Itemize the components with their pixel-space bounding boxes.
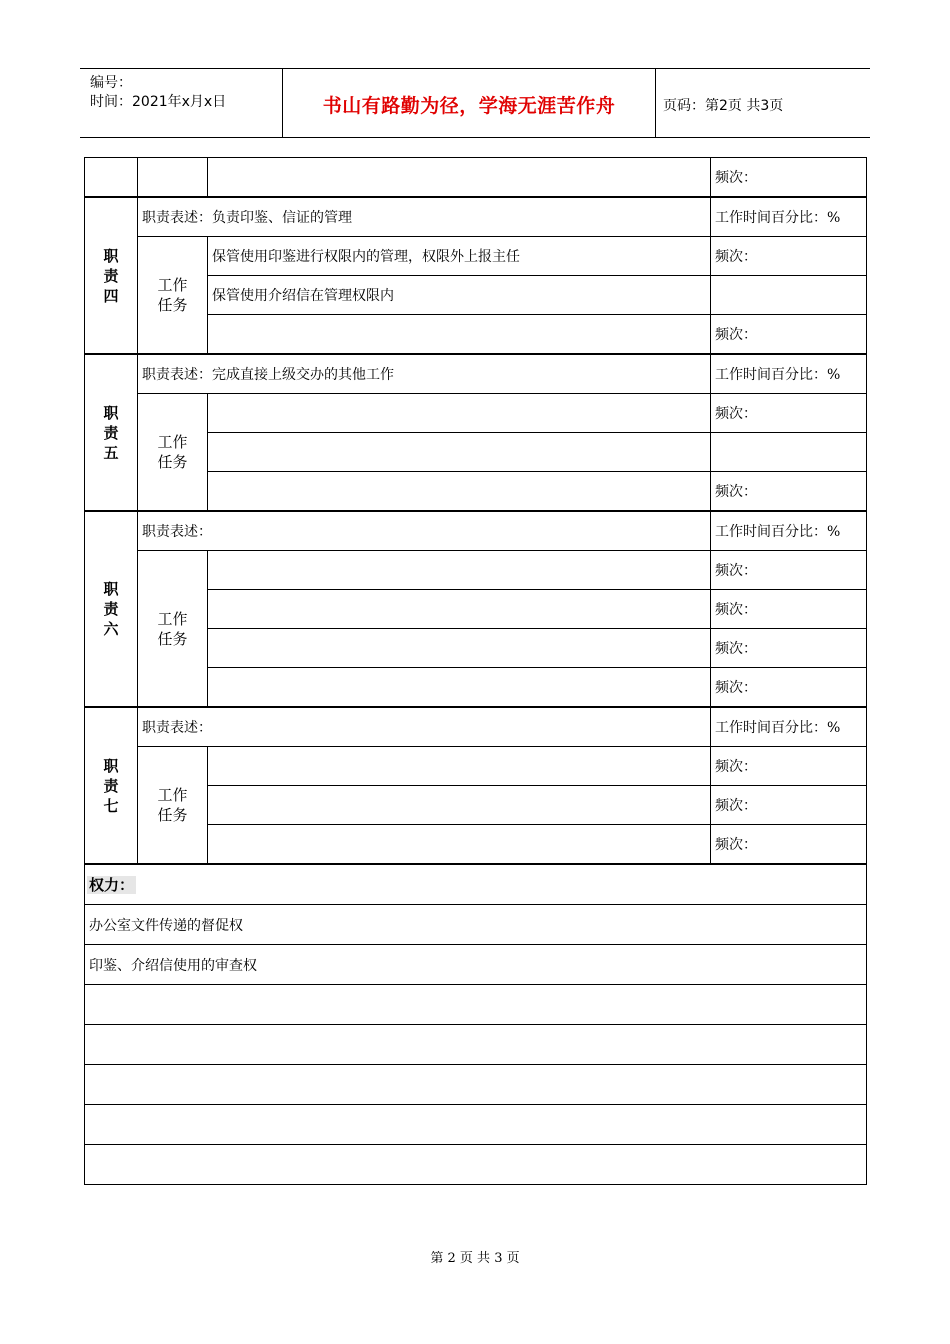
table-row bbox=[85, 985, 867, 1025]
freq-cell: 频次： bbox=[711, 668, 867, 708]
page-header bbox=[80, 68, 870, 138]
table-row bbox=[85, 1025, 867, 1065]
table-row bbox=[85, 945, 867, 985]
authority-item bbox=[85, 985, 867, 1025]
task-cell bbox=[208, 472, 711, 512]
authority-item bbox=[85, 1105, 867, 1145]
task-cell bbox=[208, 394, 711, 433]
time-percent-cell: 工作时间百分比：% bbox=[711, 197, 867, 237]
authority-item: 印鉴、介绍信使用的审查权 bbox=[85, 945, 867, 985]
authority-item bbox=[85, 1145, 867, 1185]
task-cell: 保管使用印鉴进行权限内的管理，权限外上报主任 bbox=[208, 237, 711, 276]
table-row bbox=[85, 1065, 867, 1105]
task-cell bbox=[208, 315, 711, 355]
time-percent-cell: 工作时间百分比：% bbox=[711, 354, 867, 394]
table-row bbox=[85, 1105, 867, 1145]
freq-cell: 频次： bbox=[711, 237, 867, 276]
table-row bbox=[85, 354, 867, 394]
authority-item: 办公室文件传递的督促权 bbox=[85, 905, 867, 945]
doc-number: 编号： bbox=[90, 75, 132, 91]
freq-cell: 频次： bbox=[711, 472, 867, 512]
task-cell bbox=[208, 668, 711, 708]
task-label: 工作任务 bbox=[138, 551, 208, 708]
task-cell bbox=[208, 433, 711, 472]
task-label: 工作任务 bbox=[138, 747, 208, 865]
header-page-cell bbox=[655, 69, 870, 137]
table-row bbox=[85, 747, 867, 786]
table-row bbox=[85, 237, 867, 276]
table-row bbox=[85, 707, 867, 747]
motto: 书山有路勤为径，学海无涯苦作舟 bbox=[322, 95, 616, 117]
authority-item bbox=[85, 1025, 867, 1065]
duty-description: 职责表述：完成直接上级交办的其他工作 bbox=[138, 354, 711, 394]
duty-label: 职责六 bbox=[85, 511, 138, 707]
task-cell bbox=[208, 786, 711, 825]
table-row bbox=[85, 394, 867, 433]
task-cell bbox=[208, 551, 711, 590]
page-info: 页码：第2页 共3页 bbox=[663, 98, 784, 114]
table-row bbox=[85, 1145, 867, 1185]
page-footer: 第 2 页 共 3 页 bbox=[430, 1251, 520, 1266]
time-percent-cell: 工作时间百分比：% bbox=[711, 511, 867, 551]
header-motto-cell bbox=[282, 69, 656, 137]
duty-label: 职责四 bbox=[85, 197, 138, 354]
duty-description: 职责表述： bbox=[138, 511, 711, 551]
task-cell bbox=[208, 825, 711, 865]
table-row bbox=[85, 511, 867, 551]
freq-cell: 频次： bbox=[711, 394, 867, 433]
authority-title-cell bbox=[85, 864, 867, 905]
freq-cell: 频次： bbox=[711, 315, 867, 355]
table-row bbox=[85, 905, 867, 945]
duty-table bbox=[84, 157, 867, 1185]
doc-date: 时间：2021年x月x日 bbox=[90, 94, 227, 110]
duty-description: 职责表述： bbox=[138, 707, 711, 747]
table-row bbox=[85, 197, 867, 237]
duty-description: 职责表述：负责印鉴、信证的管理 bbox=[138, 197, 711, 237]
time-percent-cell: 工作时间百分比：% bbox=[711, 707, 867, 747]
freq-cell: 频次： bbox=[711, 590, 867, 629]
freq-cell: 频次： bbox=[711, 158, 867, 198]
table-row bbox=[85, 158, 867, 198]
authority-item bbox=[85, 1065, 867, 1105]
task-label: 工作任务 bbox=[138, 237, 208, 355]
task-cell bbox=[208, 590, 711, 629]
freq-cell: 频次： bbox=[711, 786, 867, 825]
freq-cell: 频次： bbox=[711, 825, 867, 865]
duty-label: 职责七 bbox=[85, 707, 138, 864]
header-meta bbox=[80, 69, 282, 137]
table-row bbox=[85, 551, 867, 590]
freq-cell: 频次： bbox=[711, 629, 867, 668]
task-cell bbox=[208, 629, 711, 668]
freq-cell: 频次： bbox=[711, 747, 867, 786]
task-label: 工作任务 bbox=[138, 394, 208, 512]
task-cell bbox=[208, 747, 711, 786]
duty-label: 职责五 bbox=[85, 354, 138, 511]
table-row bbox=[85, 864, 867, 905]
authority-title: 权力： bbox=[89, 876, 135, 894]
freq-cell: 频次： bbox=[711, 551, 867, 590]
task-cell: 保管使用介绍信在管理权限内 bbox=[208, 276, 711, 315]
